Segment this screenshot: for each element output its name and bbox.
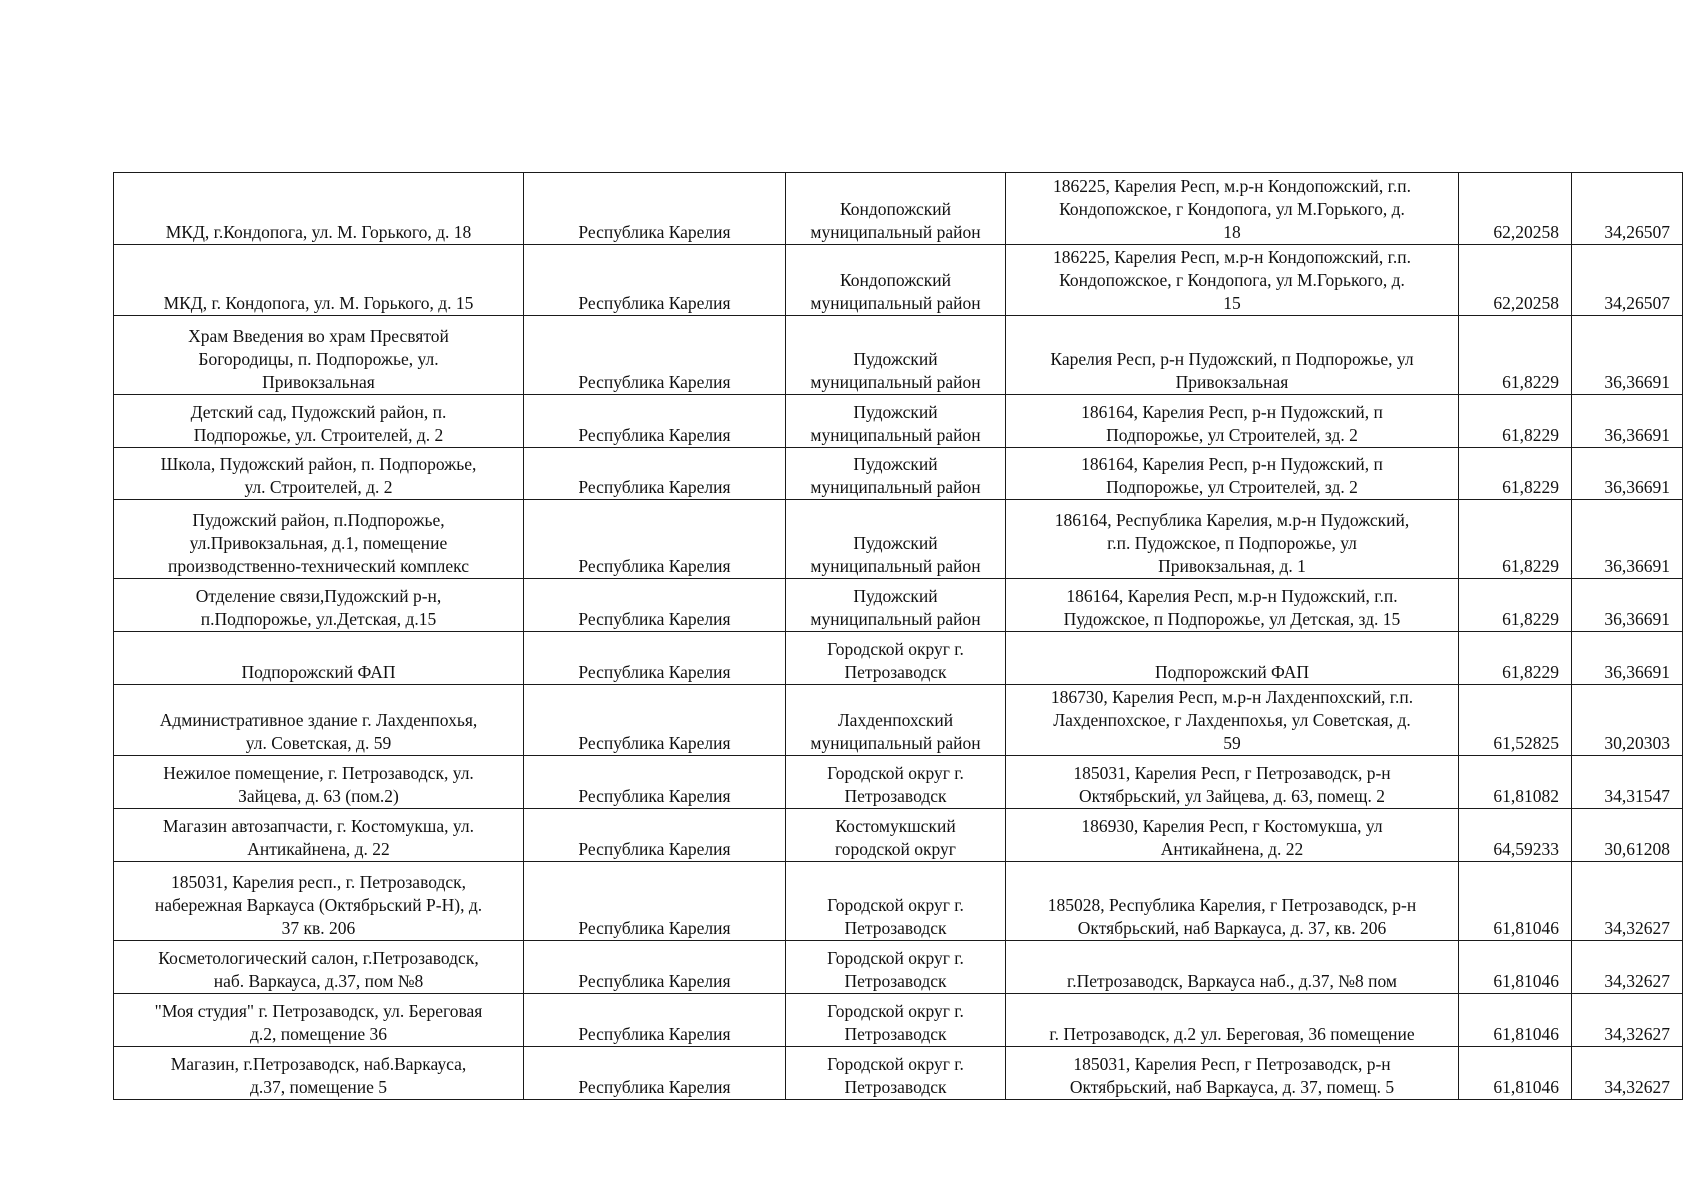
district-cell [786,862,1006,941]
address-line: 186930, Карелия Респ, г Костомукша, ул [1081,816,1383,836]
district-line: Пудожский [853,586,938,606]
longitude-cell: 34,26507 [1572,173,1683,245]
latitude-cell: 64,59233 [1459,809,1572,862]
address-line: 185028, Республика Карелия, г Петрозаводск, р-н [1047,895,1417,915]
region-cell: Республика Карелия [524,941,786,994]
object-name-cell [114,316,524,395]
longitude-cell: 34,32627 [1572,862,1683,941]
region-cell: Республика Карелия [524,809,786,862]
object-name-line: Школа, Пудожский район, п. Подпорожье, [160,454,477,474]
district-line: Пудожский [853,402,938,422]
table-row [114,685,1683,756]
district-line: муниципальный район [810,372,981,392]
district-cell [786,579,1006,632]
district-line: городской округ [835,839,956,859]
object-name-line: наб. Варкауса, д.37, пом №8 [213,971,424,991]
district-line: Городской округ г. [827,639,964,659]
district-line: муниципальный район [810,609,981,629]
region-cell: Республика Карелия [524,756,786,809]
object-name-cell [114,809,524,862]
district-line: муниципальный район [810,477,981,497]
address-line: Лахденпохское, г Лахденпохья, ул Советская, д. [1053,710,1411,730]
address-line: 186164, Карелия Респ, р-н Пудожский, п [1081,454,1383,474]
district-line: Кондопожский [839,270,952,290]
district-line: Петрозаводск [844,786,947,806]
address-line: 59 [1223,733,1241,753]
table-row [114,632,1683,685]
object-name-line: Нежилое помещение, г. Петрозаводск, ул. [163,763,474,783]
district-cell [786,941,1006,994]
object-name-cell [114,395,524,448]
object-name-line: МКД, г.Кондопога, ул. М. Горького, д. 18 [165,222,472,242]
district-line: Кондопожский [839,199,952,219]
district-line: муниципальный район [810,556,981,576]
district-line: Пудожский [853,349,938,369]
address-line: Кондопожское, г Кондопога, ул М.Горького, д. [1059,199,1405,219]
longitude-cell: 34,32627 [1572,994,1683,1047]
address-line: г.Петрозаводск, Варкауса наб., д.37, №8 пом [1067,971,1397,991]
object-name-line: Магазин, г.Петрозаводск, наб.Варкауса, [170,1054,467,1074]
address-line: Октябрьский, наб Варкауса, д. 37, помещ. 5 [1069,1077,1395,1097]
district-cell [786,632,1006,685]
district-line: Пудожский [853,454,938,474]
table-row [114,941,1683,994]
address-line: Привокзальная, д. 1 [1158,556,1306,576]
object-name-line: Подпорожье, ул. Строителей, д. 2 [193,425,444,445]
object-name-line: Зайцева, д. 63 (пом.2) [238,786,399,806]
latitude-cell: 61,8229 [1459,579,1572,632]
object-name-line: ул.Привокзальная, д.1, помещение [189,533,448,553]
longitude-cell: 36,36691 [1572,395,1683,448]
district-line: Петрозаводск [844,918,947,938]
district-cell [786,448,1006,500]
district-cell [786,395,1006,448]
address-line: Кондопожское, г Кондопога, ул М.Горького, д. [1059,270,1405,290]
object-name-line: п.Подпорожье, ул.Детская, д.15 [200,609,437,629]
region-cell: Республика Карелия [524,994,786,1047]
district-line: Костомукшский [835,816,956,836]
table-row [114,316,1683,395]
object-name-line: Магазин автозапчасти, г. Костомукша, ул. [163,816,474,836]
object-name-line: Административное здание г. Лахденпохья, [159,710,478,730]
address-line: 18 [1223,222,1241,242]
address-line: 186730, Карелия Респ, м.р-н Лахденпохский, г.п. [1050,687,1414,707]
address-line: 186164, Карелия Респ, м.р-н Пудожский, г.п. [1066,586,1398,606]
table-row [114,245,1683,316]
district-line: Городской округ г. [827,1001,964,1021]
address-cell [1006,1047,1459,1100]
address-cell [1006,245,1459,316]
address-line: 186164, Карелия Респ, р-н Пудожский, п [1081,402,1383,422]
region-cell: Республика Карелия [524,862,786,941]
table-row [114,756,1683,809]
longitude-cell: 34,32627 [1572,1047,1683,1100]
address-cell [1006,395,1459,448]
longitude-cell: 34,31547 [1572,756,1683,809]
address-line: 186164, Республика Карелия, м.р-н Пудожский, [1054,510,1410,530]
region-cell: Республика Карелия [524,395,786,448]
table-row [114,500,1683,579]
object-name-line: Отделение связи,Пудожский р-н, [195,586,442,606]
district-line: Городской округ г. [827,763,964,783]
address-cell [1006,316,1459,395]
latitude-cell: 61,52825 [1459,685,1572,756]
object-name-line: "Моя студия" г. Петрозаводск, ул. Береговая [154,1001,483,1021]
latitude-cell: 61,81082 [1459,756,1572,809]
longitude-cell: 36,36691 [1572,632,1683,685]
address-line: 185031, Карелия Респ, г Петрозаводск, р-н [1073,1054,1391,1074]
district-cell [786,500,1006,579]
longitude-cell: 36,36691 [1572,316,1683,395]
district-cell [786,1047,1006,1100]
object-name-cell [114,756,524,809]
address-cell [1006,994,1459,1047]
address-line: Подпорожский ФАП [1154,662,1310,682]
object-name-line: производственно-технический комплекс [168,556,469,576]
district-line: Петрозаводск [844,1077,947,1097]
object-name-line: ул. Строителей, д. 2 [244,477,393,497]
latitude-cell: 61,8229 [1459,316,1572,395]
district-line: Петрозаводск [844,1024,947,1044]
region-cell: Республика Карелия [524,173,786,245]
district-line: муниципальный район [810,733,981,753]
latitude-cell: 61,8229 [1459,395,1572,448]
object-name-line: ул. Советская, д. 59 [245,733,392,753]
address-line: Октябрьский, ул Зайцева, д. 63, помещ. 2 [1079,786,1385,806]
object-name-line: МКД, г. Кондопога, ул. М. Горького, д. 15 [163,293,474,313]
table-row [114,448,1683,500]
district-line: муниципальный район [810,293,981,313]
object-name-line: Подпорожский ФАП [241,662,396,682]
region-cell: Республика Карелия [524,500,786,579]
object-name-cell [114,685,524,756]
district-line: Петрозаводск [844,662,947,682]
address-cell [1006,809,1459,862]
address-cell [1006,756,1459,809]
region-cell: Республика Карелия [524,685,786,756]
object-name-line: набережная Варкауса (Октябрьский Р-Н), д. [154,895,483,915]
object-name-line: д.2, помещение 36 [249,1024,388,1044]
object-name-line: Пудожский район, п.Подпорожье, [192,510,445,530]
object-name-cell [114,448,524,500]
address-line: Октябрьский, наб Варкауса, д. 37, кв. 206 [1077,918,1387,938]
latitude-cell: 61,81046 [1459,1047,1572,1100]
district-cell [786,994,1006,1047]
latitude-cell: 62,20258 [1459,173,1572,245]
latitude-cell: 61,81046 [1459,994,1572,1047]
longitude-cell: 36,36691 [1572,448,1683,500]
district-line: муниципальный район [810,425,981,445]
region-cell: Республика Карелия [524,448,786,500]
district-cell [786,809,1006,862]
table-row [114,579,1683,632]
address-line: 186225, Карелия Респ, м.р-н Кондопожский, г.п. [1053,176,1411,196]
address-cell [1006,173,1459,245]
longitude-cell: 30,20303 [1572,685,1683,756]
object-name-cell [114,994,524,1047]
latitude-cell: 61,8229 [1459,632,1572,685]
object-name-line: Привокзальная [262,372,375,392]
district-cell [786,756,1006,809]
table-row [114,994,1683,1047]
address-line: Антикайнена, д. 22 [1160,839,1304,859]
address-line: Привокзальная [1175,372,1289,392]
object-name-cell [114,862,524,941]
latitude-cell: 62,20258 [1459,245,1572,316]
object-name-cell [114,1047,524,1100]
address-cell [1006,579,1459,632]
object-name-cell [114,500,524,579]
address-line: Подпорожье, ул Строителей, зд. 2 [1106,477,1358,497]
address-cell [1006,862,1459,941]
region-cell: Республика Карелия [524,632,786,685]
objects-table [113,172,1683,1100]
address-cell [1006,941,1459,994]
longitude-cell: 34,32627 [1572,941,1683,994]
address-line: г.п. Пудожское, п Подпорожье, ул [1107,533,1357,553]
longitude-cell: 34,26507 [1572,245,1683,316]
table-row [114,173,1683,245]
object-name-line: Детский сад, Пудожский район, п. [190,402,447,422]
district-line: Петрозаводск [844,971,947,991]
region-cell: Республика Карелия [524,1047,786,1100]
district-cell [786,245,1006,316]
address-line: Пудожское, п Подпорожье, ул Детская, зд. 15 [1063,609,1401,629]
district-line: Городской округ г. [827,948,964,968]
latitude-cell: 61,81046 [1459,862,1572,941]
address-line: 186225, Карелия Респ, м.р-н Кондопожский, г.п. [1053,247,1411,267]
address-cell [1006,448,1459,500]
object-name-cell [114,173,524,245]
table-row [114,862,1683,941]
object-name-line: Богородицы, п. Подпорожье, ул. [198,349,439,369]
address-line: 15 [1223,293,1241,313]
object-name-cell [114,579,524,632]
longitude-cell: 36,36691 [1572,500,1683,579]
object-name-line: Антикайнена, д. 22 [247,839,390,859]
district-cell [786,173,1006,245]
district-line: муниципальный район [810,222,981,242]
district-cell [786,316,1006,395]
address-line: Карелия Респ, р-н Пудожский, п Подпорожье, ул [1050,349,1414,369]
longitude-cell: 36,36691 [1572,579,1683,632]
table-row [114,1047,1683,1100]
district-cell [786,685,1006,756]
district-line: Пудожский [853,533,938,553]
object-name-cell [114,632,524,685]
latitude-cell: 61,81046 [1459,941,1572,994]
object-name-line: д.37, помещение 5 [249,1077,388,1097]
object-name-line: 185031, Карелия респ., г. Петрозаводск, [170,872,467,892]
region-cell: Республика Карелия [524,579,786,632]
table-row [114,809,1683,862]
object-name-cell [114,941,524,994]
address-cell [1006,685,1459,756]
object-name-line: Храм Введения во храм Пресвятой [188,326,449,346]
object-name-line: 37 кв. 206 [281,918,356,938]
latitude-cell: 61,8229 [1459,500,1572,579]
address-line: г. Петрозаводск, д.2 ул. Береговая, 36 помещение [1049,1024,1415,1044]
region-cell: Республика Карелия [524,245,786,316]
district-line: Лахденпохский [837,710,954,730]
district-line: Городской округ г. [827,1054,964,1074]
address-line: 185031, Карелия Респ, г Петрозаводск, р-н [1073,763,1391,783]
district-line: Городской округ г. [827,895,964,915]
region-cell: Республика Карелия [524,316,786,395]
address-cell [1006,632,1459,685]
address-line: Подпорожье, ул Строителей, зд. 2 [1106,425,1358,445]
table-row [114,395,1683,448]
object-name-line: Косметологический салон, г.Петрозаводск, [158,948,479,968]
latitude-cell: 61,8229 [1459,448,1572,500]
table-body [114,173,1683,1100]
longitude-cell: 30,61208 [1572,809,1683,862]
address-cell [1006,500,1459,579]
object-name-cell [114,245,524,316]
